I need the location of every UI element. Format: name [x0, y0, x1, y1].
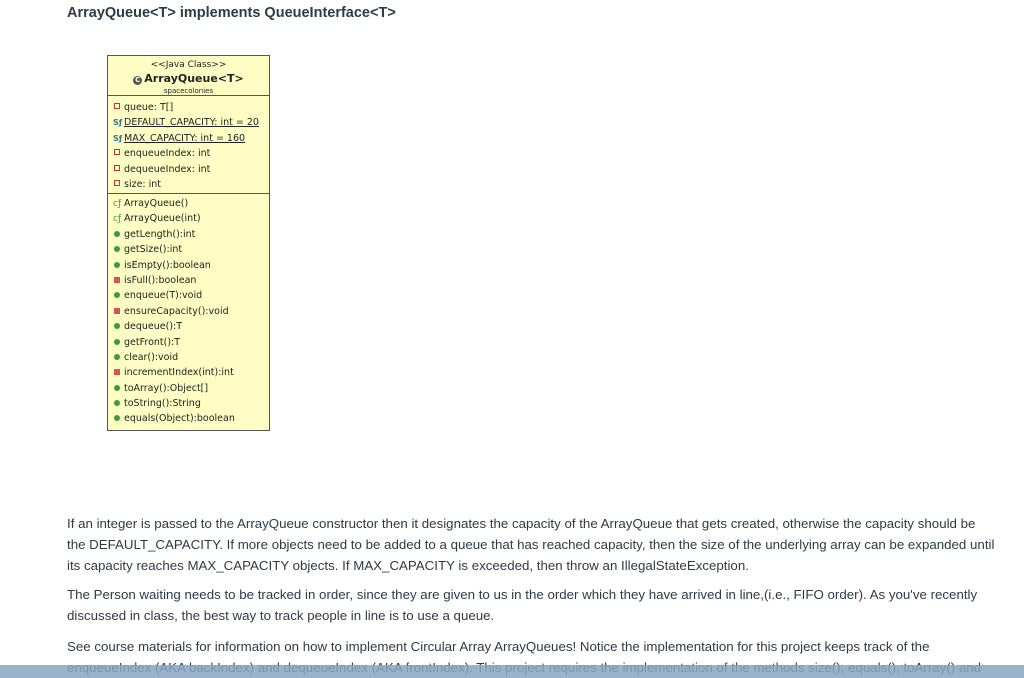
public-method-icon [114, 292, 120, 298]
bottom-scroll-bar [0, 665, 1024, 678]
visibility-icon-wrap [113, 273, 121, 288]
uml-method-text: clear():void [124, 351, 179, 363]
class-icon: C [135, 76, 141, 84]
uml-method-row [108, 227, 269, 242]
uml-field-row [108, 131, 269, 146]
uml-method-text: getLength():int [124, 228, 196, 240]
uml-class-name: ArrayQueue<T> [144, 72, 244, 85]
uml-method-row [108, 381, 269, 396]
public-method-icon [114, 262, 120, 268]
uml-field-row [108, 162, 269, 177]
uml-method-text: toArray():Object[] [124, 382, 209, 394]
private-field-icon [114, 165, 120, 171]
private-method-icon [114, 277, 120, 283]
uml-field-row [108, 115, 269, 130]
uml-method-text: ArrayQueue() [124, 198, 189, 209]
uml-method-text: toString():String [124, 398, 201, 410]
public-method-icon [114, 246, 120, 252]
visibility-icon-wrap [113, 365, 121, 380]
visibility-icon-wrap [113, 115, 121, 130]
uml-method-row [108, 211, 269, 226]
uml-method-row [108, 304, 269, 319]
uml-method-text: ensureCapacity():void [124, 305, 229, 317]
visibility-icon-wrap [113, 196, 121, 212]
uml-method-row [108, 396, 269, 411]
visibility-icon-wrap [113, 411, 121, 426]
uml-method-row [108, 319, 269, 334]
uml-method-row [108, 350, 269, 365]
visibility-icon-wrap [113, 335, 121, 350]
uml-field-text: dequeueIndex: int [124, 163, 211, 175]
paragraph-person-queue: The Person waiting needs to be tracked in order, since they are given to us in the order which they have arrived in line,(i.e., FIFO order). As you've recently discussed in class, the best way to track people in line is to use a queue. [67, 587, 978, 623]
uml-fields [108, 96, 269, 194]
private-field-icon [114, 149, 120, 155]
public-method-icon [114, 339, 120, 345]
uml-field-text: queue: T[] [124, 102, 174, 113]
uml-field-row [108, 146, 269, 161]
uml-field-row [108, 177, 269, 192]
uml-method-row [108, 365, 269, 380]
private-method-icon [114, 369, 120, 375]
visibility-icon-wrap [113, 211, 121, 227]
constructor-icon: cƒ [113, 214, 122, 225]
uml-method-text: isEmpty():boolean [124, 259, 211, 271]
private-method-icon [114, 308, 120, 314]
visibility-icon-wrap [113, 319, 121, 334]
section-heading: ArrayQueue<T> implements QueueInterface<T> [67, 5, 396, 21]
public-method-icon [114, 354, 120, 360]
uml-method-row [108, 411, 269, 426]
uml-method-text: incrementIndex(int):int [124, 367, 234, 379]
uml-method-text: equals(Object):boolean [124, 413, 235, 425]
uml-class-diagram [107, 55, 270, 431]
uml-method-row [108, 258, 269, 273]
uml-method-text: getFront():T [124, 336, 181, 348]
public-method-icon [114, 415, 120, 421]
visibility-icon-wrap [113, 131, 121, 146]
visibility-icon-wrap [113, 396, 121, 411]
uml-field-text: MAX_CAPACITY: int = 160 [124, 132, 246, 144]
uml-package: spacecolonies [163, 87, 214, 95]
uml-field-text: enqueueIndex: int [124, 148, 211, 160]
public-method-icon [114, 385, 120, 391]
uml-class-name-row [108, 71, 269, 87]
visibility-icon-wrap [113, 146, 121, 161]
public-method-icon [114, 400, 120, 406]
paragraph-capacity: If an integer is passed to the ArrayQueue constructor then it designates the capacity of the ArrayQueue that gets created, otherwise the capacity should be the DEFAULT_CAPACITY. If more objects need to be added to a queue that has reached capacity, then the size of the underlying array can be expanded until its capacity reaches MAX_CAPACITY objects. If MAX_CAPACITY is exceeded, then throw an IllegalStateException. [67, 516, 995, 573]
uml-header [108, 56, 269, 96]
uml-methods [108, 194, 269, 430]
visibility-icon-wrap [113, 100, 121, 115]
uml-method-row [108, 335, 269, 350]
visibility-icon-wrap [113, 304, 121, 319]
uml-field-text: DEFAULT_CAPACITY: int = 20 [124, 117, 259, 129]
uml-method-row [108, 273, 269, 288]
static-final-icon: Sƒ [113, 133, 123, 143]
uml-method-text: ArrayQueue(int) [124, 213, 201, 225]
visibility-icon-wrap [113, 258, 121, 273]
visibility-icon-wrap [113, 381, 121, 396]
constructor-icon: cƒ [113, 199, 122, 209]
uml-field-text: size: int [124, 178, 162, 190]
public-method-icon [114, 323, 120, 329]
uml-method-text: getSize():int [124, 244, 183, 256]
paragraph-circular-array: See course materials for information on how to implement Circular Array ArrayQueues! Notice the implementation for this project keeps track of the [67, 639, 930, 654]
public-method-icon [114, 231, 120, 237]
static-final-icon: Sƒ [113, 118, 123, 128]
visibility-icon-wrap [113, 177, 121, 192]
visibility-icon-wrap [113, 162, 121, 177]
uml-stereotype: <<Java Class>> [150, 60, 227, 70]
uml-field-row [108, 100, 269, 115]
visibility-icon-wrap [113, 350, 121, 365]
private-field-icon [114, 180, 120, 186]
uml-method-row [108, 288, 269, 303]
visibility-icon-wrap [113, 288, 121, 303]
uml-method-text: isFull():boolean [124, 274, 197, 286]
uml-method-row [108, 196, 269, 211]
uml-method-text: dequeue():T [124, 321, 183, 333]
visibility-icon-wrap [113, 227, 121, 242]
visibility-icon-wrap [113, 242, 121, 257]
uml-method-row [108, 242, 269, 257]
uml-method-text: enqueue(T):void [124, 290, 203, 302]
private-field-icon [114, 103, 120, 109]
